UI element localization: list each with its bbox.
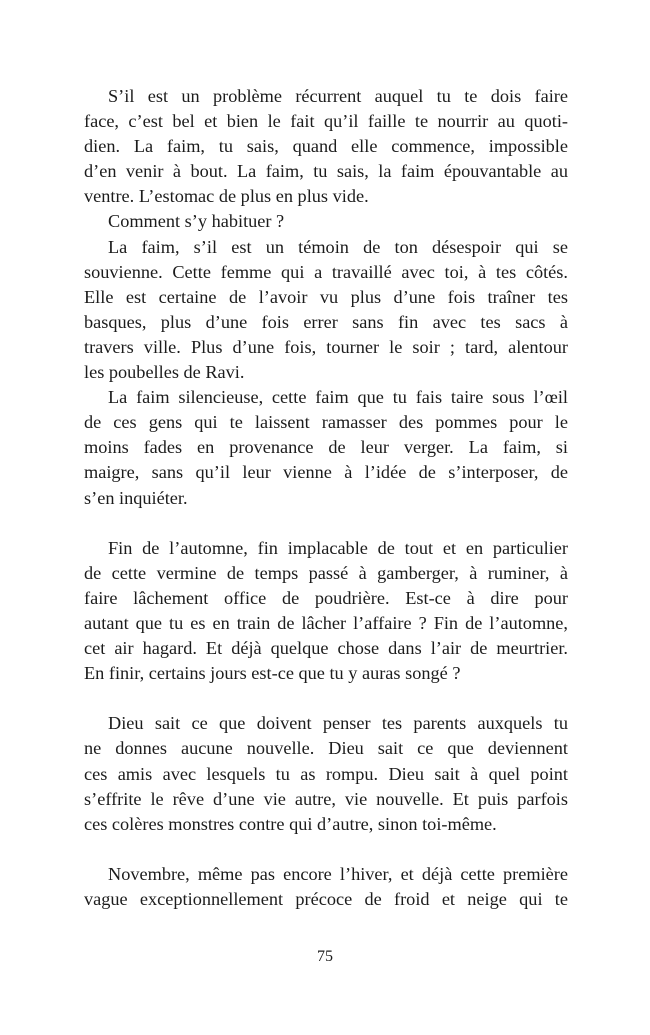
text-line: Dieu sait ce que doivent penser tes parents auxquels tu	[108, 713, 568, 734]
paragraph	[84, 385, 568, 510]
paragraph	[84, 84, 568, 209]
text-line: faire lâchement office de poudrière. Est-ce à dire pour	[84, 587, 568, 608]
page-body	[84, 84, 568, 912]
text-line: moins fades en provenance de leur verger. La faim, si	[84, 437, 568, 458]
text-line: maigre, sans qu’il leur vienne à l’idée de s’interposer, de	[84, 462, 568, 483]
text-line: autant que tu es en train de lâcher l’affaire ? Fin de l’automne,	[84, 612, 568, 633]
page-number: 75	[317, 948, 333, 965]
text-line: La faim, s’il est un témoin de ton désespoir qui se	[108, 236, 568, 257]
text-line: Comment s’y habituer ?	[108, 211, 285, 232]
paragraph	[84, 711, 568, 836]
text-line: d’en venir à bout. La faim, tu sais, la faim épouvantable au	[84, 161, 568, 182]
paragraph	[84, 536, 568, 687]
text-line: La faim silencieuse, cette faim que tu fais taire sous l’œil	[108, 387, 568, 408]
text-line: basques, plus d’une fois errer sans fin avec tes sacs à	[84, 311, 568, 332]
text-line: vague exceptionnellement précoce de froid et neige qui te	[84, 889, 568, 909]
text-line: les poubelles de Ravi.	[84, 362, 245, 383]
text-line: cet air hagard. Et déjà quelque chose dans l’air de meurtrier.	[84, 638, 568, 659]
text-line: de cette vermine de temps passé à gamberger, à ruminer, à	[84, 562, 568, 583]
text-line: travers ville. Plus d’une fois, tourner le soir ; tard, alentour	[84, 336, 568, 357]
paragraph	[84, 862, 568, 912]
text-line: souvienne. Cette femme qui a travaillé avec toi, à tes côtés.	[84, 261, 568, 282]
text-line: ces amis avec lesquels tu as rompu. Dieu sait à quel point	[84, 763, 568, 784]
text-line: ces colères monstres contre qui d’autre, sinon toi-même.	[84, 813, 497, 834]
text-line: Novembre, même pas encore l’hiver, et déjà cette première	[108, 863, 568, 884]
paragraph	[84, 235, 568, 386]
text-line: s’en inquiéter.	[84, 487, 188, 508]
text-line: Fin de l’automne, fin implacable de tout et en particulier	[108, 537, 568, 558]
text-line: face, c’est bel et bien le fait qu’il faille te nourrir au quoti-	[84, 111, 568, 132]
text-line: S’il est un problème récurrent auquel tu te dois faire	[108, 86, 568, 106]
text-line: Elle est certaine de l’avoir vu plus d’une fois traîner tes	[84, 286, 568, 307]
text-line: ne donnes aucune nouvelle. Dieu sait ce que deviennent	[84, 738, 568, 759]
text-line: dien. La faim, tu sais, quand elle commence, impossible	[84, 136, 568, 157]
text-line: ventre. L’estomac de plus en plus vide.	[84, 186, 369, 207]
text-line: s’effrite le rêve d’une vie autre, vie nouvelle. Et puis parfois	[84, 788, 568, 809]
paragraph	[84, 209, 568, 234]
text-line: En finir, certains jours est-ce que tu y auras songé ?	[84, 663, 461, 684]
text-line: de ces gens qui te laissent ramasser des pommes pour le	[84, 412, 568, 433]
